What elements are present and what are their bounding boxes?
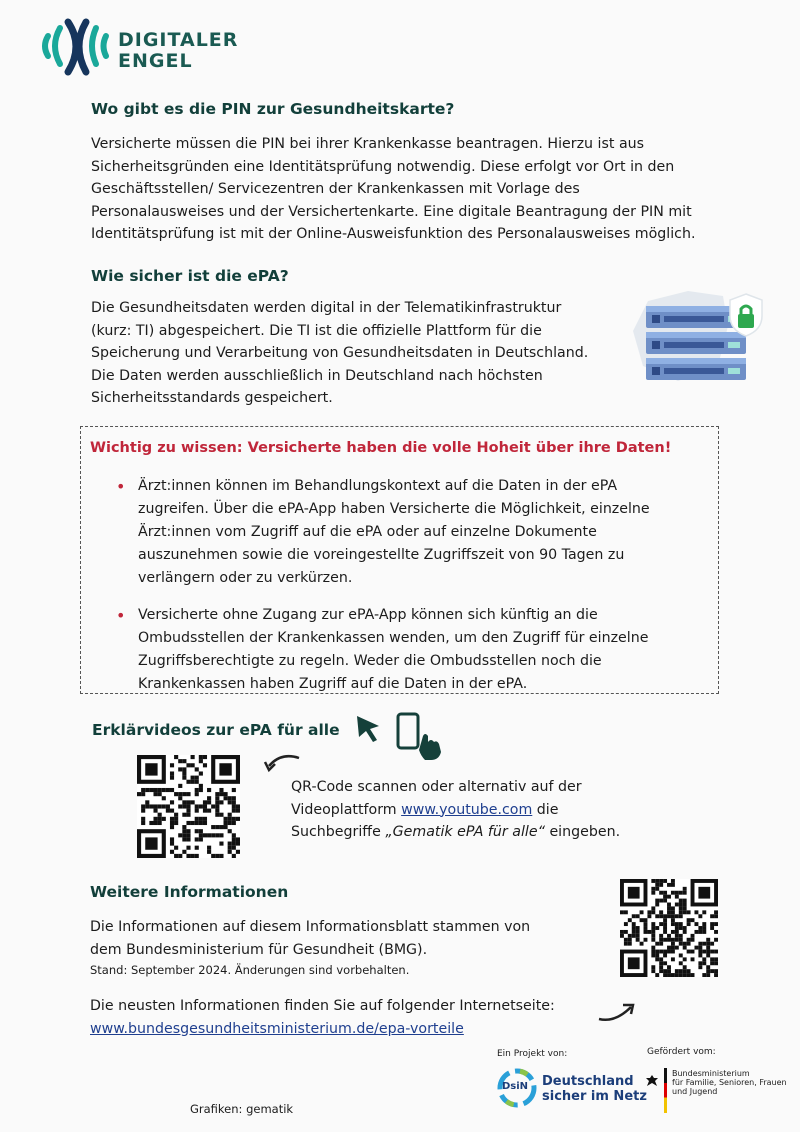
video-qr-code[interactable] [137, 755, 240, 858]
sound-wave-logo-icon [38, 14, 114, 78]
bullet-dot: • [116, 477, 126, 496]
stand-note: Stand: September 2024. Änderungen sind vorbehalten. [90, 963, 410, 977]
pin-paragraph [91, 133, 771, 246]
logo-wordmark [118, 30, 238, 72]
video-line-2-prefix: Videoplattform [291, 801, 402, 818]
bullet-line: Ombudsstellen der Krankenkassen wenden, um den Zugriff für einzelne [138, 630, 649, 646]
secure-heading: Wie sicher ist die ePA? [91, 267, 289, 285]
smartphone-touch-icon [395, 712, 451, 766]
secure-line: (kurz: TI) abgespeichert. Die TI ist die offizielle Plattform für die [91, 322, 542, 339]
secure-line: Die Daten werden ausschließlich in Deutschland nach höchsten [91, 367, 543, 384]
digitaler-engel-logo [38, 14, 114, 82]
important-list [116, 475, 716, 710]
info-qr-code[interactable] [620, 879, 718, 977]
list-item [116, 475, 716, 590]
secure-paragraph [91, 297, 631, 410]
cursor-arrow-icon [355, 714, 383, 748]
ministry-line: für Familie, Senioren, Frauen [672, 1078, 787, 1087]
dsin-wordmark [542, 1074, 647, 1104]
server-lock-icon [628, 286, 778, 386]
pin-heading: Wo gibt es die PIN zur Gesundheitskarte? [91, 100, 455, 118]
bullet-line: Ärzt:innen vom Zugriff auf die ePA oder auf einzelne Dokumente [138, 524, 597, 540]
pin-line: Personalausweises und der Versichertenkarte. Eine digitale Beantragung der PIN mit [91, 203, 692, 220]
pin-line: Versicherte müssen die PIN bei ihrer Krankenkasse beantragen. Hierzu ist aus [91, 136, 645, 152]
more-info-paragraph [90, 916, 590, 979]
bullet-line: auszunehmen sowie die voreingestellte Zugriffszeit von 90 Tagen zu [138, 547, 625, 563]
dsin-badge-text: DsiN [502, 1081, 529, 1092]
bullet-line: Krankenkassen haben Zugriff auf die Daten in der ePA. [138, 676, 528, 692]
dsin-line-1: Deutschland [542, 1074, 634, 1089]
videos-heading: Erklärvideos zur ePA für alle [92, 721, 340, 739]
bmg-link[interactable]: www.bundesgesundheitsministerium.de/epa-vorteile [90, 1020, 464, 1037]
bullet-line: Versicherte ohne Zugang zur ePA-App können sich künftig an die [138, 607, 598, 623]
secure-server-graphic [628, 286, 778, 390]
graphics-credit: Grafiken: gematik [190, 1102, 294, 1116]
secure-line: Sicherheitsstandards gespeichert. [91, 390, 333, 406]
more-info-heading: Weitere Informationen [90, 883, 289, 901]
list-item [116, 604, 716, 696]
funded-label: Gefördert vom: [647, 1047, 716, 1057]
more-info-latest [90, 995, 610, 1040]
ministry-line: und Jugend [672, 1087, 718, 1096]
pointing-arrow-icon [597, 1001, 639, 1027]
more-info-line-1: Die Informationen auf diesem Informationsblatt stammen von [90, 919, 531, 935]
pin-line: Sicherheitsgründen eine Identitätsprüfung notwendig. Diese erfolgt vor Ort in den [91, 158, 675, 175]
youtube-link[interactable]: www.youtube.com [401, 801, 533, 818]
bullet-line: Ärzt:innen können im Behandlungskontext auf die Daten in der ePA [138, 478, 618, 494]
video-line-3 [291, 821, 711, 844]
logo-line-2: ENGEL [118, 50, 193, 72]
secure-line: Die Gesundheitsdaten werden digital in der Telematikinfrastruktur [91, 300, 562, 316]
federal-eagle-icon [645, 1073, 659, 1092]
logo-line-1: DIGITALER [118, 29, 239, 51]
latest-line: Die neusten Informationen finden Sie auf folgender Internetseite: [90, 998, 555, 1014]
bullet-line: Zugriffsberechtigte zu regeln. Weder die Ombudsstellen noch die [138, 653, 602, 669]
ministry-name [672, 1069, 787, 1096]
bullet-line: verlängern oder zu verkürzen. [138, 570, 353, 586]
project-label: Ein Projekt von: [497, 1049, 568, 1059]
search-term: „Gematik ePA für alle“ [385, 824, 545, 840]
bullet-line: zugreifen. Über die ePA-App haben Versicherte die Möglichkeit, einzelne [138, 501, 650, 517]
pin-line: Identitätsprüfung ist mit der Online-Ausweisfunktion des Personalausweises möglich. [91, 226, 696, 242]
ministry-line: Bundesministerium [672, 1069, 750, 1078]
video-line-3-prefix: Suchbegriffe [291, 824, 386, 840]
more-info-line-2: dem Bundesministerium für Gesundheit (BMG). [90, 941, 428, 958]
video-line-1: QR-Code scannen oder alternativ auf der [291, 779, 582, 795]
pin-line: Geschäftsstellen/ Servicezentren der Krankenkassen mit Vorlage des [91, 181, 580, 197]
flag-stripe [664, 1068, 667, 1113]
bullet-dot: • [116, 606, 126, 625]
video-instructions [291, 776, 711, 844]
dsin-line-2: sicher im Netz [542, 1089, 647, 1104]
important-title: Wichtig zu wissen: Versicherte haben die volle Hoheit über ihre Daten! [90, 440, 672, 456]
video-line-3-suffix: eingeben. [544, 824, 621, 840]
video-line-2-suffix: die [532, 801, 559, 818]
video-line-2 [291, 799, 711, 822]
secure-line: Speicherung und Verarbeitung von Gesundheitsdaten in Deutschland. [91, 345, 589, 361]
